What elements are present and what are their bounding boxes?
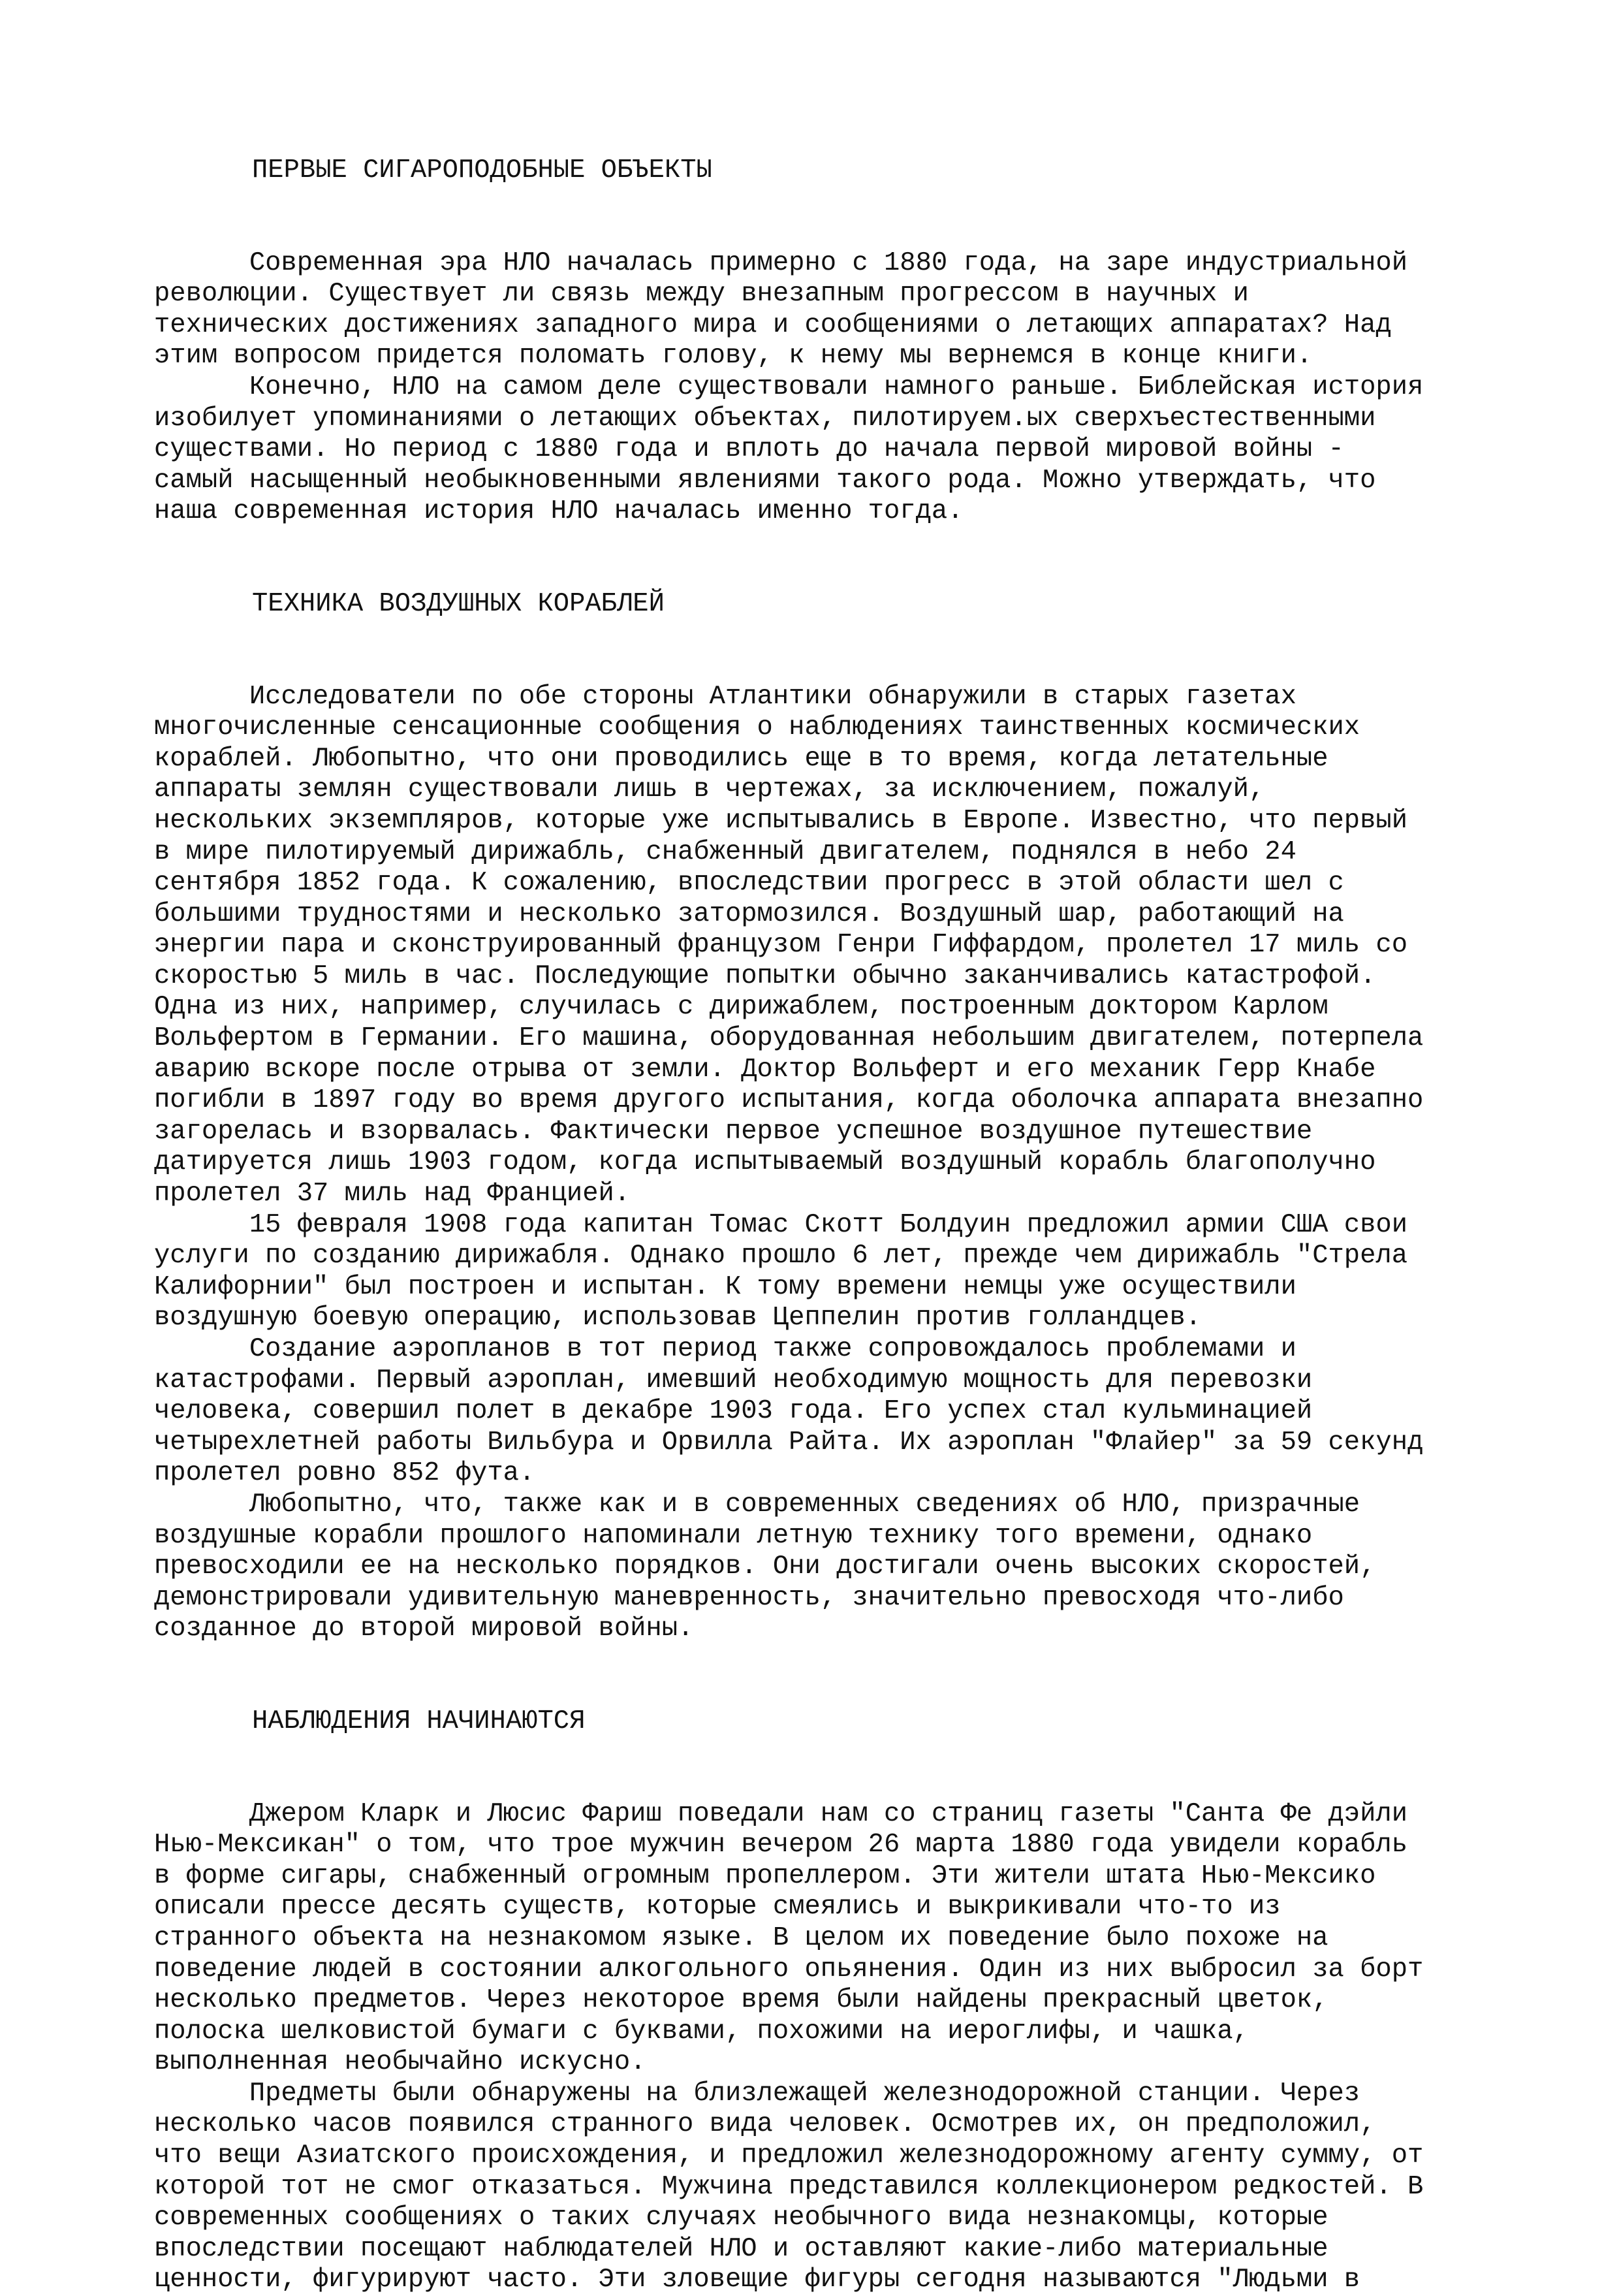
text-line: катастрофами. Первый аэроплан, имевший необходимую мощность для перевозки — [154, 1365, 1313, 1395]
text-line: Калифорнии" был построен и испытан. К тому времени немцы уже осуществили — [154, 1271, 1297, 1302]
text-line: самый насыщенный необыкновенными явлениями такого рода. Можно утверждать, что — [154, 465, 1376, 496]
text-line: аппараты землян существовали лишь в чертежах, за исключением, пожалуй, — [154, 774, 1265, 805]
text-line: четырехлетней работы Вильбура и Орвилла Райта. Их аэроплан "Флайер" за 59 секунд — [154, 1427, 1424, 1458]
text-line: загорелась и взорвалась. Фактически первое успешное воздушное путешествие — [154, 1116, 1313, 1147]
text-line: в мире пилотируемый дирижабль, снабженный двигателем, поднялся в небо 24 — [154, 837, 1297, 867]
text-line: сентября 1852 года. К сожалению, впоследствии прогресс в этой области шел с — [154, 868, 1344, 899]
text-line: несколько часов появился странного вида человек. Осмотрев их, он предположил, — [154, 2109, 1376, 2140]
text-line: датируется лишь 1903 годом, когда испытываемый воздушный корабль благополучно — [154, 1147, 1376, 1178]
text-line: Современная эра НЛО началась примерно с 1880 года, на заре индустриальной — [154, 247, 1408, 278]
text-line: что вещи Азиатского происхождения, и предложил железнодорожному агенту сумму, от — [154, 2141, 1424, 2171]
paragraph — [154, 1490, 1492, 1645]
paragraph — [154, 1799, 1492, 2079]
text-line: полоска шелковистой бумаги с буквами, похожими на иероглифы, и чашка, — [154, 2016, 1249, 2047]
text-line: Одна из них, например, случилась с дирижаблем, построенным доктором Карлом — [154, 992, 1328, 1023]
text-line: Создание аэропланов в тот период также сопровождалось проблемами и — [154, 1334, 1297, 1364]
text-line: несколько предметов. Через некоторое время были найдены прекрасный цветок, — [154, 1985, 1328, 2016]
text-line: демонстрировали удивительную маневренность, значительно превосходя что-либо — [154, 1582, 1344, 1613]
text-line: кораблей. Любопытно, что они проводились еще в то время, когда летательные — [154, 743, 1328, 774]
text-line: Джером Кларк и Люсис Фариш поведали нам со страниц газеты "Санта Фе дэйли — [154, 1798, 1408, 1829]
text-line: скоростью 5 миль в час. Последующие попытки обычно заканчивались катастрофой. — [154, 961, 1376, 991]
text-line: энергии пара и сконструированный французом Генри Гиффардом, пролетел 17 миль со — [154, 930, 1408, 961]
text-line: многочисленные сенсационные сообщения о наблюдениях таинственных космических — [154, 712, 1360, 743]
text-line: погибли в 1897 году во время другого испытания, когда оболочка аппарата внезапно — [154, 1085, 1424, 1116]
text-line: Предметы были обнаружены на близлежащей железнодорожной станции. Через — [154, 2078, 1360, 2109]
paragraph — [154, 1334, 1492, 1490]
text-line: которой тот не смог отказаться. Мужчина представился коллекционером редкостей. В — [154, 2171, 1424, 2202]
paragraph — [154, 248, 1492, 372]
document-body — [154, 155, 1492, 2296]
text-line: существами. Но период с 1880 года и вплоть до начала первой мировой войны - — [154, 434, 1344, 465]
text-line: Нью-Мексикан" о том, что трое мужчин вечером 26 марта 1880 года увидели корабль — [154, 1830, 1408, 1860]
text-line: революции. Существует ли связь между внезапным прогрессом в научных и — [154, 279, 1249, 310]
text-line: пролетел ровно 852 фута. — [154, 1458, 535, 1489]
paragraph — [154, 372, 1492, 528]
text-line: ценности, фигурируют часто. Эти зловещие фигуры сегодня называются "Людьми в — [154, 2265, 1360, 2295]
text-line: поведение людей в состоянии алкогольного опьянения. Один из них выбросил за борт — [154, 1954, 1424, 1985]
text-line: услуги по созданию дирижабля. Однако прошло 6 лет, прежде чем дирижабль "Стрела — [154, 1241, 1408, 1271]
text-line: в форме сигары, снабженный огромным пропеллером. Эти жители штата Нью-Мексико — [154, 1860, 1376, 1891]
text-line: созданное до второй мировой войны. — [154, 1614, 694, 1644]
text-line: Конечно, НЛО на самом деле существовали намного раньше. Библейская история — [154, 372, 1424, 402]
text-line: изобилует упоминаниями о летающих объектах, пилотируем.ых сверхъестественными — [154, 403, 1376, 434]
text-line: Исследователи по обе стороны Атлантики обнаружили в старых газетах — [154, 681, 1297, 712]
text-line: современных сообщениях о таких случаях необычного вида незнакомцы, которые — [154, 2203, 1328, 2233]
text-line: воздушную боевую операцию, использовав Цеппелин против голландцев. — [154, 1303, 1202, 1333]
text-line: наша современная история НЛО началась именно тогда. — [154, 496, 964, 527]
paragraph — [154, 1210, 1492, 1334]
section-heading: НАБЛЮДЕНИЯ НАЧИНАЮТСЯ — [252, 1706, 586, 1736]
paragraph — [154, 682, 1492, 1210]
text-line: пролетел 37 миль над Францией. — [154, 1179, 631, 1209]
paragraph — [154, 2079, 1492, 2296]
text-line: 15 февраля 1908 года капитан Томас Скотт Болдуин предложил армии США свои — [154, 1209, 1408, 1240]
text-line: Вольфертом в Германии. Его машина, оборудованная небольшим двигателем, потерпела — [154, 1023, 1424, 1054]
text-line: большими трудностями и несколько затормозился. Воздушный шар, работающий на — [154, 899, 1344, 929]
section-heading: ПЕРВЫЕ СИГАРОПОДОБНЫЕ ОБЪЕКТЫ — [252, 155, 712, 185]
text-line: описали прессе десять существ, которые смеялись и выкрикивали что-то из — [154, 1892, 1281, 1922]
text-line: этим вопросом придется поломать голову, к нему мы вернемся в конце книги. — [154, 341, 1313, 372]
text-line: превосходили ее на несколько порядков. Они достигали очень высоких скоростей, — [154, 1552, 1376, 1582]
text-line: выполненная необычайно искусно. — [154, 2047, 646, 2078]
text-line: человека, совершил полет в декабре 1903 года. Его успех стал кульминацией — [154, 1396, 1313, 1427]
text-line: Любопытно, что, также как и в современных сведениях об НЛО, призрачные — [154, 1489, 1360, 1520]
section-heading: ТЕХНИКА ВОЗДУШНЫХ КОРАБЛЕЙ — [252, 588, 665, 619]
text-line: странного объекта на незнакомом языке. В целом их поведение было похоже на — [154, 1922, 1328, 1953]
text-line: впоследствии посещают наблюдателей НЛО и оставляют какие-либо материальные — [154, 2233, 1328, 2264]
text-line: воздушные корабли прошлого напоминали летную технику того времени, однако — [154, 1520, 1313, 1551]
text-line: аварию вскоре после отрыва от земли. Доктор Вольферт и его механик Герр Кнабе — [154, 1054, 1376, 1085]
text-line: нескольких экземпляров, которые уже испытывались в Европе. Известно, что первый — [154, 805, 1408, 836]
text-line: технических достижениях западного мира и сообщениями о летающих аппаратах? Над — [154, 310, 1392, 340]
